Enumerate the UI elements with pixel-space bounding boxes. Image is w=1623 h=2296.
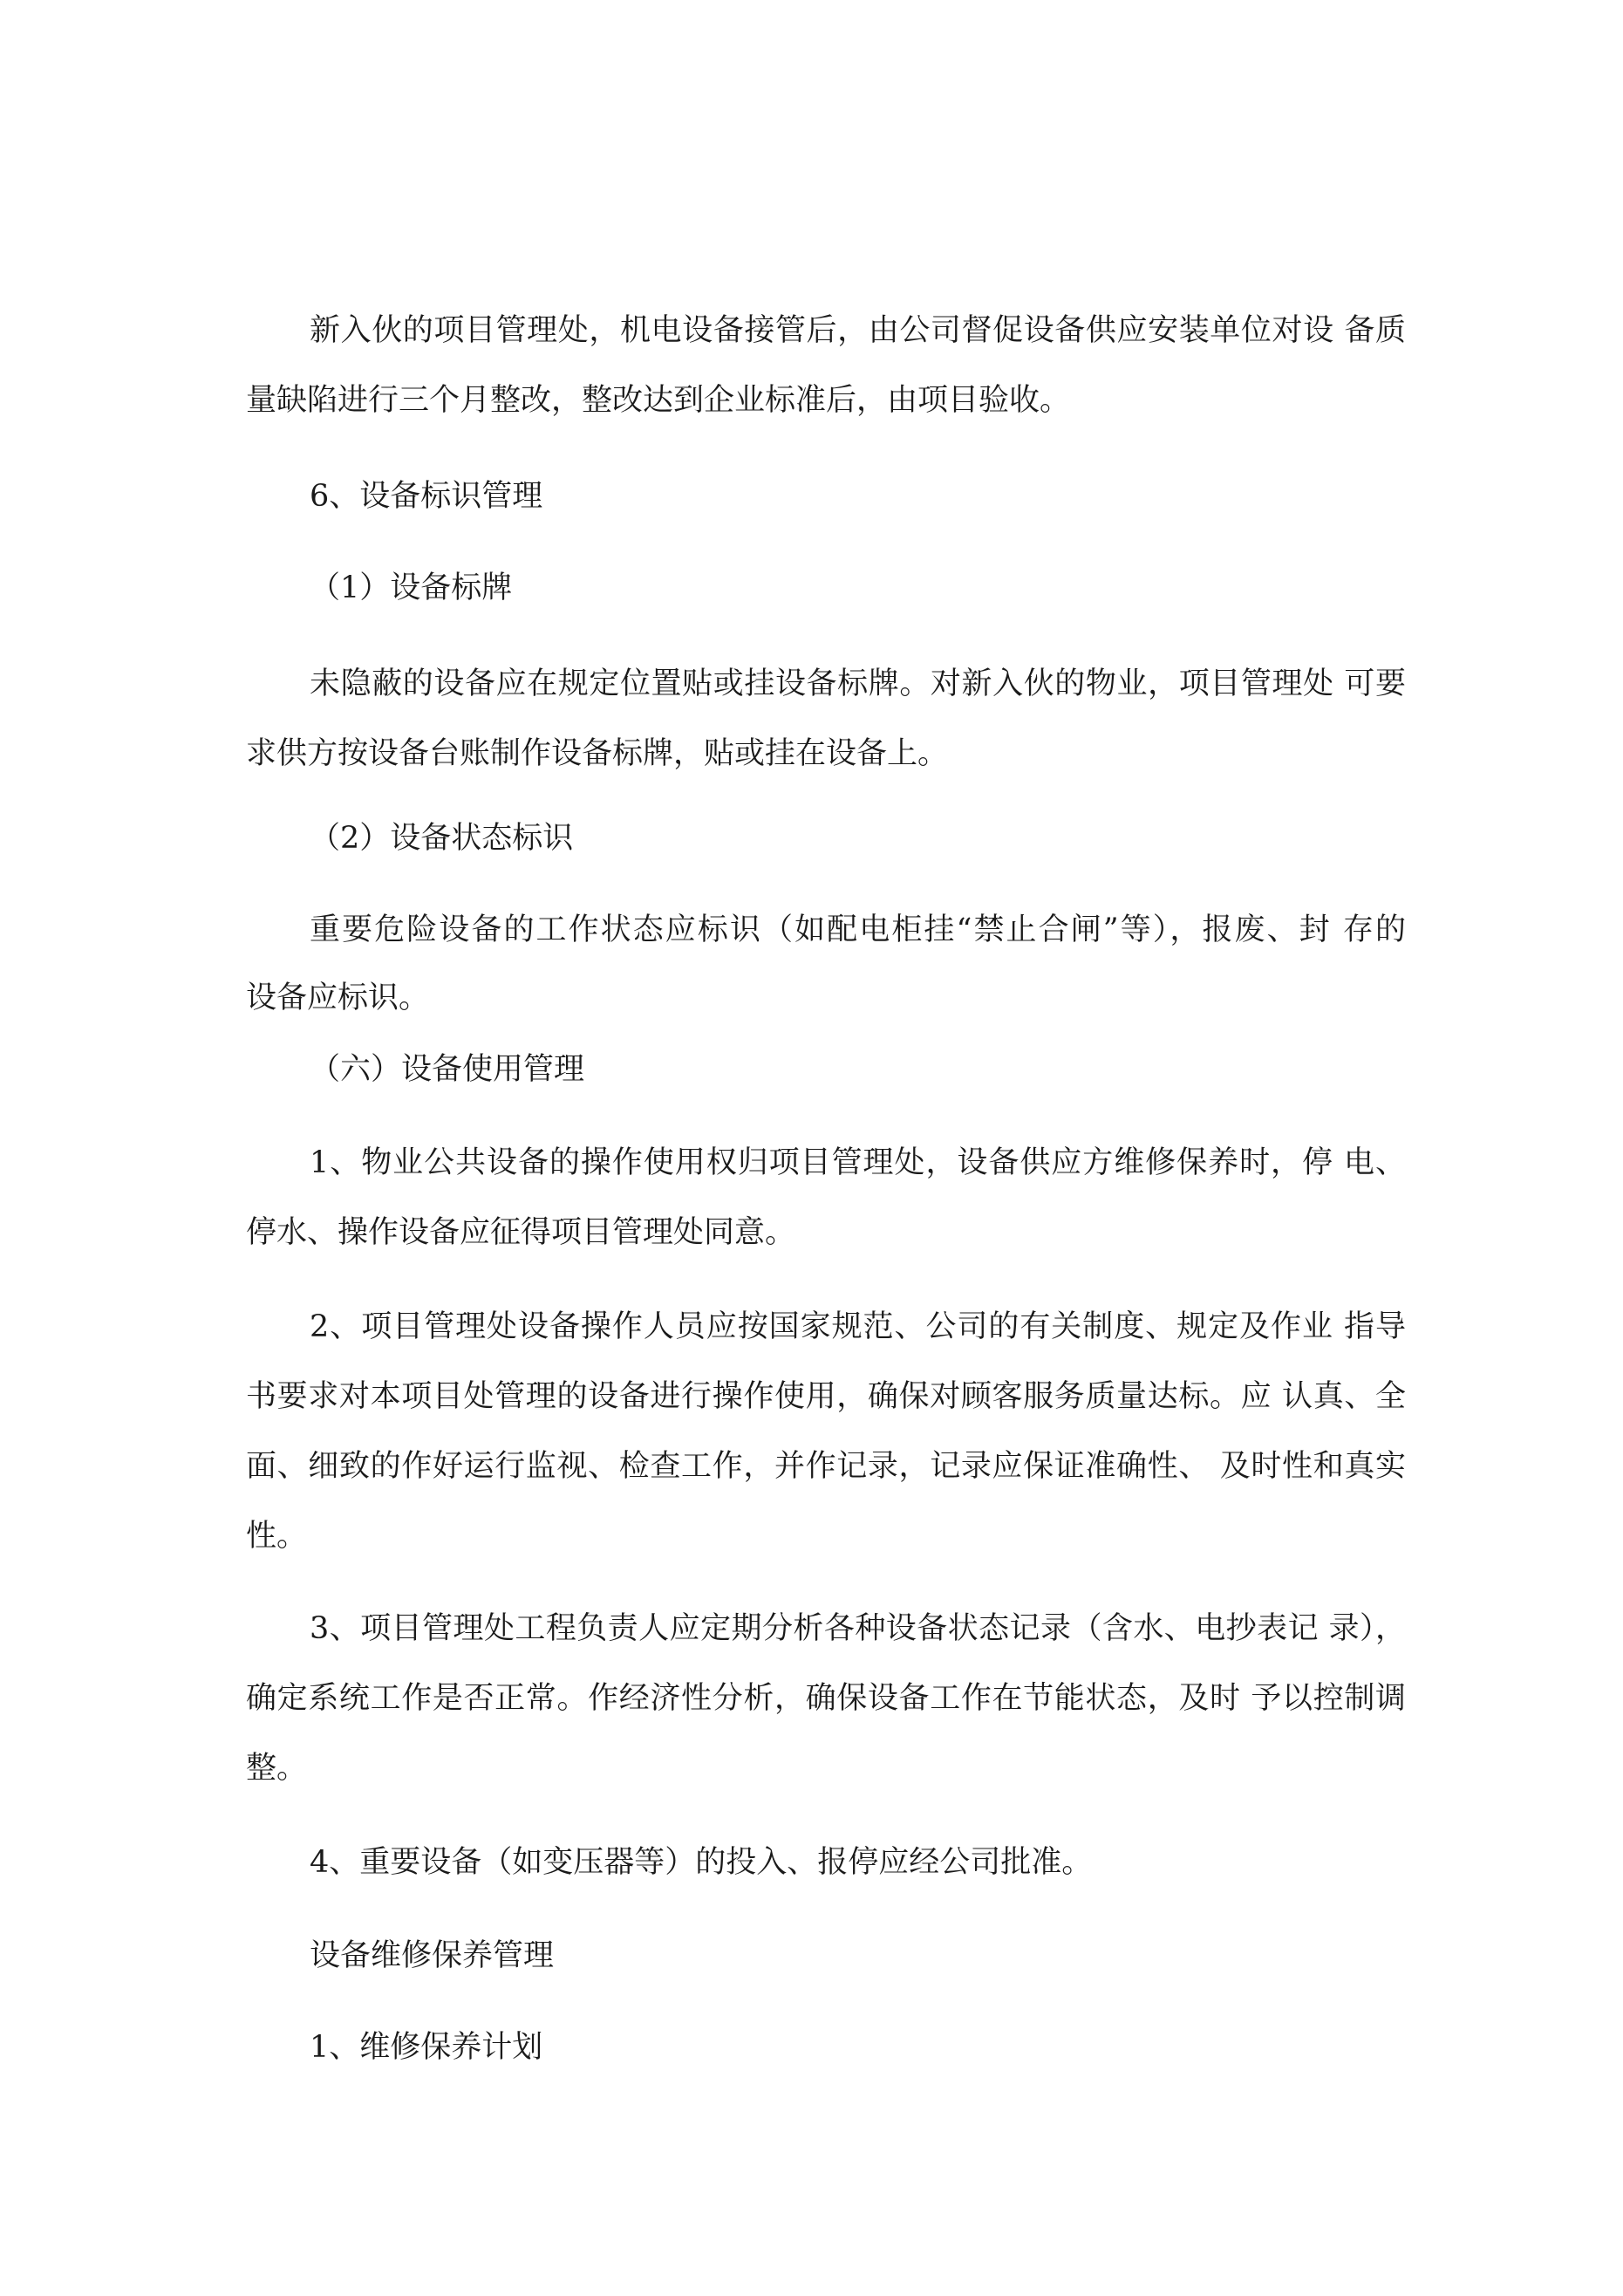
section-heading: （六）设备使用管理 (310, 1052, 585, 1087)
paragraph-line: 重要危险设备的工作状态应标识（如配电柜挂“禁止合闸”等），报废、封 存的 (310, 912, 1406, 947)
paragraph-line: 停水、操作设备应征得项目管理处同意。 (246, 1215, 796, 1250)
paragraph-line: 量缺陷进行三个月整改，整改达到企业标准后，由项目验收。 (246, 383, 1071, 418)
paragraph-line: 面、细致的作好运行监视、检查工作，并作记录，记录应保证准确性、 及时性和真实 (246, 1449, 1406, 1484)
paragraph-line: 3、项目管理处工程负责人应定期分析各种设备状态记录（含水、电抄表记 录）， (310, 1611, 1406, 1646)
section-heading: 6、设备标识管理 (310, 479, 543, 514)
paragraph-line: 设备应标识。 (246, 981, 430, 1015)
paragraph-line: 性。 (246, 1519, 308, 1554)
paragraph-line: 书要求对本项目处管理的设备进行操作使用，确保对顾客服务质量达标。应 认真、全 (246, 1379, 1406, 1414)
paragraph-line: 4、重要设备（如变压器等）的投入、报停应经公司批准。 (310, 1845, 1093, 1880)
subsection-heading: （2）设备状态标识 (310, 821, 574, 856)
subsection-heading: （1）设备标牌 (310, 571, 513, 605)
subsection-heading: 1、维修保养计划 (310, 2030, 543, 2065)
paragraph-line: 确定系统工作是否正常。作经济性分析，确保设备工作在节能状态，及时 予以控制调 (246, 1681, 1406, 1716)
paragraph-line: 整。 (246, 1751, 308, 1786)
paragraph-line: 求供方按设备台账制作设备标牌，贴或挂在设备上。 (246, 736, 949, 771)
paragraph-line: 未隐蔽的设备应在规定位置贴或挂设备标牌。对新入伙的物业，项目管理处 可要 (310, 666, 1406, 701)
paragraph-line: 1、物业公共设备的操作使用权归项目管理处，设备供应方维修保养时，停 电、 (310, 1145, 1406, 1180)
paragraph-line: 新入伙的项目管理处，机电设备接管后，由公司督促设备供应安装单位对设 备质 (310, 313, 1406, 348)
paragraph-line: 2、项目管理处设备操作人员应按国家规范、公司的有关制度、规定及作业 指导 (310, 1309, 1406, 1344)
section-heading: 设备维修保养管理 (310, 1938, 555, 1973)
